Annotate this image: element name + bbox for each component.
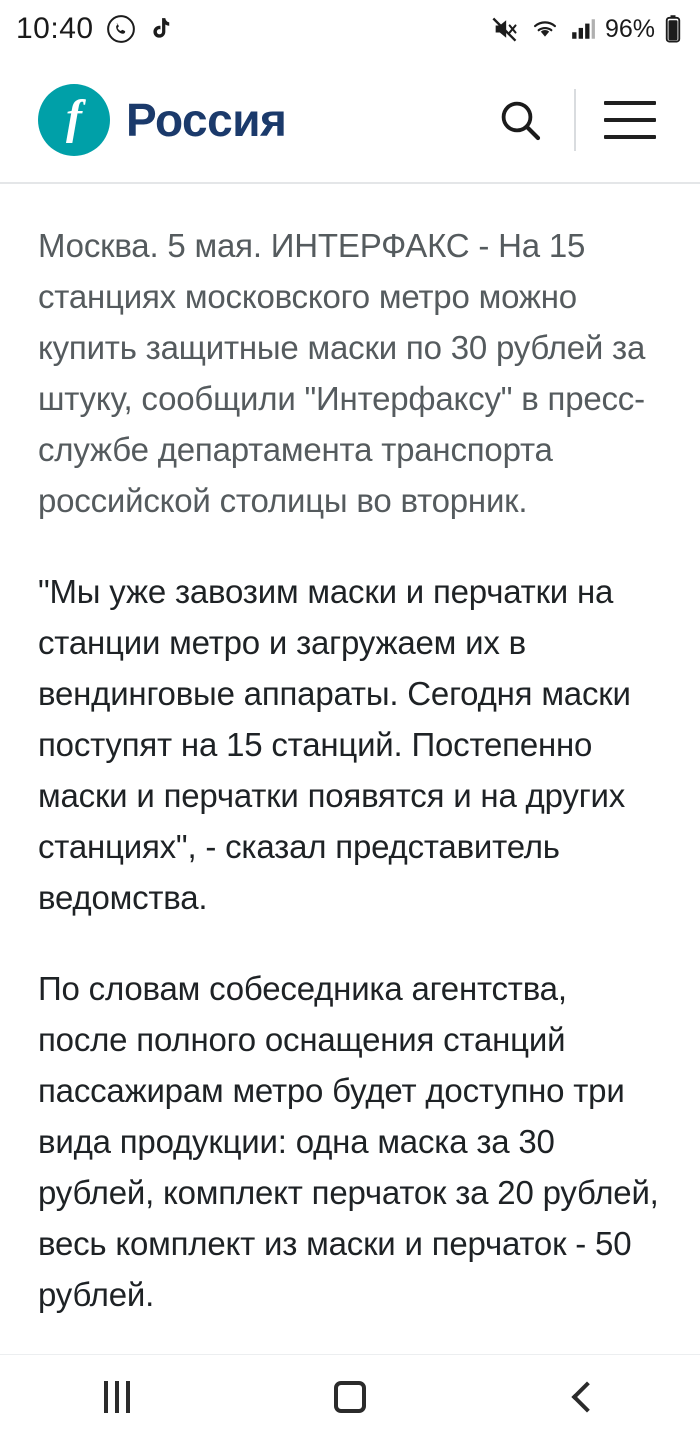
- status-bar-left: [16, 12, 174, 46]
- tiktok-icon: [148, 14, 174, 44]
- article-paragraph-2: "Мы уже завозим маски и перчатки на станции метро и загружаем их в вендинговые аппараты. Сегодня маски поступят на 15 станций. Постепенно маски и перчатки появятся и на других станциях", - сказал представитель ведомства.: [38, 566, 662, 923]
- recents-button[interactable]: [57, 1355, 177, 1439]
- status-bar: [0, 0, 700, 58]
- wifi-icon: [529, 15, 561, 43]
- status-clock: 10:40: [16, 12, 94, 46]
- recents-icon: [104, 1381, 130, 1413]
- menu-button[interactable]: [594, 84, 666, 156]
- home-icon: [334, 1381, 366, 1413]
- mute-icon: [490, 15, 520, 43]
- article-paragraph-1: Москва. 5 мая. ИНТЕРФАКС - На 15 станциях московского метро можно купить защитные маски по 30 рублей за штуку, сообщили "Интерфаксу" в пресс-службе департамента транспорта российской столицы во вторник.: [38, 220, 662, 526]
- status-bar-right: [490, 14, 682, 44]
- site-header: [0, 58, 700, 184]
- back-button[interactable]: [523, 1355, 643, 1439]
- signal-icon: [570, 15, 596, 43]
- menu-icon: [604, 101, 656, 139]
- home-button[interactable]: [290, 1355, 410, 1439]
- search-button[interactable]: [484, 84, 556, 156]
- back-icon: [572, 1381, 603, 1412]
- site-logo-link[interactable]: [38, 84, 484, 156]
- system-nav-bar: [0, 1354, 700, 1438]
- brand-logo-icon: f: [38, 84, 110, 156]
- battery-percent: 96%: [605, 15, 655, 44]
- battery-icon: [664, 14, 682, 44]
- header-divider: [574, 89, 576, 151]
- whatsapp-icon: [106, 14, 136, 44]
- article-paragraph-3: По словам собеседника агентства, после полного оснащения станций пассажирам метро будет доступно три вида продукции: одна маска за 30 рублей, комплект перчаток за 20 рублей, весь комплект из маски и перчаток - 50 рублей.: [38, 963, 662, 1320]
- article-body: [0, 184, 700, 1354]
- search-icon: [496, 96, 544, 144]
- header-actions: [484, 84, 666, 156]
- page-title: Россия: [126, 93, 286, 147]
